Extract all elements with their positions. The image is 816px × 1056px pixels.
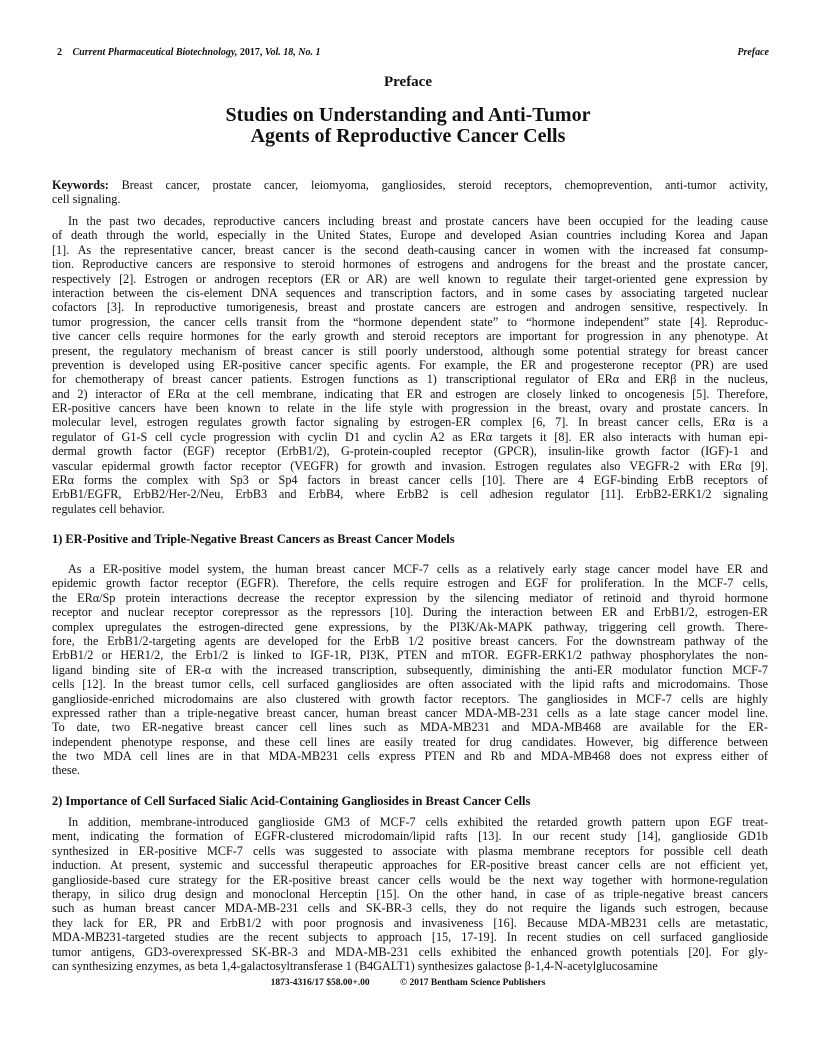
text-line: In the past two decades, reproductive cancers including breast and prostate cancers have been occupied for the leading cause <box>68 214 768 228</box>
text-line: ERα forms the complex with Sp3 or Sp4 factors in breast cancer cells [10]. There are 4 EGF-binding ErbB receptors of <box>52 473 768 488</box>
title-line-2: Agents of Reproductive Cancer Cells <box>250 125 566 147</box>
text-line: ligand binding site of ER-α with the increased transcription, subsequently, diminishing the anti-ER modulator function MCF-7 <box>52 662 768 677</box>
text-line: they lack for ER, PR and ErbB1/2 with poor prognosis and invasiveness [16]. Because MDA-MB231 cells are metastatic, <box>52 915 768 930</box>
paragraph-3 <box>52 815 768 973</box>
text-line: present, the regulatory mechanism of breast cancer is still poorly understood, although some potential strategy for breast cancer <box>52 343 768 358</box>
text-line: dermal growth factor (EGF) receptor (ErbB1/2), G-protein-coupled receptor (GPCR), insulin-like growth factor (IGF)-1 and <box>52 444 768 459</box>
text-line: these. <box>52 763 81 778</box>
text-line: for chemotherapy of breast cancer patients. Estrogen functions as 1) transcriptional regulator of ERα and ERβ in the nucleus, <box>52 372 768 387</box>
text-line: [1]. As the representative cancer, breast cancer is the second death-causing cancer in women with the increased fat consump- <box>52 242 768 257</box>
text-line: complex upregulates the estrogen-directed gene expressions, by the PI3K/Ak-MAPK pathway, triggering cell growth. There- <box>52 619 768 634</box>
text-line: interaction between the cis-element DNA sequences and transcription factors, and in some cases by associating targeted nuclear <box>52 285 768 300</box>
text-line: In addition, membrane-introduced ganglioside GM3 of MCF-7 cells exhibited the retarded growth pattern upon EGF treat- <box>68 815 768 829</box>
section-1-heading: 1) ER-Positive and Triple-Negative Breast Cancers as Breast Cancer Models <box>52 532 455 546</box>
text-line: receptor and nuclear receptor corepressor as the repressors [10]. During the interaction between ER and ErbB1/2, estrogen-ER <box>52 605 768 620</box>
text-line: independent phenotype response, and these cell lines are easily treated for drug candidates. However, big difference between <box>52 734 768 749</box>
journal-citation <box>57 47 320 58</box>
text-line: tumor antigens, GD3-overexpressed SK-BR-3 and MDA-MB-231 cells exhibited the enhanced growth potentials [20]. For gly- <box>52 944 768 959</box>
section-name: Preface <box>737 47 769 58</box>
preface-label: Preface <box>383 74 433 90</box>
text-line: ganglioside-based cure strategy for the ER-positive breast cancer cells would be the next way together with hormone-regulation <box>52 872 768 887</box>
keywords-label: Keywords: <box>52 178 109 192</box>
text-line: the two MDA cell lines are in that MDA-MB231 cells express PTEN and Rb and MDA-MB468 does not express either of <box>52 749 768 764</box>
journal-volume: Vol. 18, No. 1 <box>264 47 321 58</box>
text-line: vascular epidermal growth factor receptor (VEGFR) for growth and invasion. Estrogen regulates also VEGFR-2 with ERα [9]. <box>52 458 768 473</box>
title-line-1: Studies on Understanding and Anti-Tumor <box>225 104 591 126</box>
keywords <box>52 178 768 207</box>
text-line: synthesized in ER-positive MCF-7 cells was suggested to associate with plasma membrane receptors for possible cell death <box>52 843 768 858</box>
paragraph-2 <box>52 562 768 778</box>
issn-price: 1873-4316/17 $58.00+.00 <box>270 978 370 988</box>
text-line: MDA-MB231-targeted studies are the recent subjects to approach [15, 17-19]. In recent studies on cell surfaced ganglioside <box>52 930 768 945</box>
paragraph-1 <box>52 214 768 516</box>
text-line: cells [12]. In the breast tumor cells, cell surfaced gangliosides are often associated with the lipid rafts and microdomains. Those <box>52 677 768 692</box>
text-line: ment, indicating the formation of EGFR-clustered microdomain/lipid rafts [13]. In our recent study [14], ganglioside GD1b <box>52 829 768 844</box>
text-line: such as human breast cancer MDA-MB-231 cells and SK-BR-3 cells, they do not require the ligands such estrogen, because <box>52 901 768 916</box>
text-line: To date, two ER-negative breast cancer cell lines such as MDA-MB231 and MDA-MB468 are available for the ER- <box>52 720 768 735</box>
text-line: fore, the ErbB1/2-targeting agents are developed for the ErbB 1/2 positive breast cancers. For the downstream pathway of the <box>52 633 768 648</box>
text-line: regulates cell behavior. <box>52 501 165 516</box>
article-title <box>0 105 816 147</box>
text-line: cofactors [3]. In reproductive tumorigenesis, breast and prostate cancers are estrogen and androgen sensitive, respectively. In <box>52 300 768 315</box>
section-2-heading: 2) Importance of Cell Surfaced Sialic Acid-Containing Gangliosides in Breast Cancer Cells <box>52 794 531 808</box>
text-line: As a ER-positive model system, the human breast cancer MCF-7 cells as a relatively early stage cancer model have ER and <box>68 562 768 576</box>
text-line: induction. At present, systemic and successful therapeutic approaches for ER-positive breast cancer cells are not efficient yet, <box>52 858 768 873</box>
text-line: regulator of G1-S cell cycle progression with cyclin D1 and cyclin A2 as ERα targets it [8]. ER also interacts with human epi- <box>52 429 768 444</box>
journal-name: Current Pharmaceutical Biotechnology, <box>72 47 238 58</box>
keywords-text: Breast cancer, prostate cancer, leiomyoma, gangliosides, steroid receptors, chemoprevention, anti-tumor activity, <box>121 178 768 192</box>
text-line: of death through the world, especially in the United States, Europe and developed Asian countries including Korea and Japan <box>52 228 768 243</box>
text-line: molecular level, estrogen regulates growth factor signaling by estrogen-ER complex [6, 7]. In breast cancer cells, ERα is a <box>52 415 768 430</box>
text-line: prevention is developed using ER-positive cancer specific agents. For example, the ER and progesterone receptor (PR) are used <box>52 357 768 372</box>
running-header <box>57 47 769 58</box>
text-line: and 2) interactor of ERα at the cell membrane, indicating that ER and estrogen are closely linked to oncogenesis [5]. Therefore, <box>52 386 768 401</box>
text-line: ganglioside-enriched microdomains are also clustered with growth factor receptors. The gangliosides in MCF-7 cells are highly <box>52 691 768 706</box>
text-line: tumor progression, the cancer cells transit from the “hormone dependent state” to “hormone independent” state [4]. Reproduc- <box>52 314 768 329</box>
page-number: 2 <box>57 47 62 58</box>
text-line: ErbB1/EGFR, ErbB2/Her-2/Neu, ErbB3 and ErbB4, where ErbB2 is cell adhesion regulator [11]. ErbB2-ERK1/2 signaling <box>52 487 768 502</box>
text-line: tive cancer cells require hormones for the early growth and steroid receptors are important for progression in any phenotype. At <box>52 329 768 344</box>
text-line: epidemic growth factor receptor (EGFR). Therefore, the cells require estrogen and EGF for proliferation. In the MCF-7 cells, <box>52 576 768 591</box>
text-line: ER-positive cancers have been known to relate in the life style with progression in the breast, ovary and prostate cancers. In <box>52 401 768 416</box>
page-footer <box>0 978 816 988</box>
text-line: the ERα/Sp protein interactions decrease the receptor expression by the silencing mediator of retinoid and thyroid hormone <box>52 590 768 605</box>
text-line: can synthesizing enzymes, as beta 1,4-galactosyltransferase 1 (B4GALT1) synthesizes galactose β-1,4-N-acetylglucosamine <box>52 958 658 973</box>
text-line: expressed rather than a triple-negative breast cancer, human breast cancer MDA-MB-231 cells as a late stage cancer model line. <box>52 705 768 720</box>
text-line: ErbB1/2 or HER1/2, the Erb1/2 is linked to IGF-1R, PI3K, PTEN and mTOR. EGFR-ERK1/2 pathway phosphorylates the non- <box>52 648 768 663</box>
text-line: respectively [2]. Estrogen or androgen receptors (ER or AR) are well known to regulate their target-oriented gene expression by <box>52 271 768 286</box>
text-line: therapy, in silico drug design and monoclonal Herceptin [15]. On the other hand, in case of as triple-negative breast cancers <box>52 886 768 901</box>
keywords-text-cont: cell signaling. <box>52 192 121 207</box>
copyright: © 2017 Bentham Science Publishers <box>400 978 546 988</box>
text-line: tion. Reproductive cancers are responsive to steroid hormones of estrogens and androgens for the breast and the prostate cancer, <box>52 257 768 272</box>
journal-year: 2017, <box>239 47 263 58</box>
